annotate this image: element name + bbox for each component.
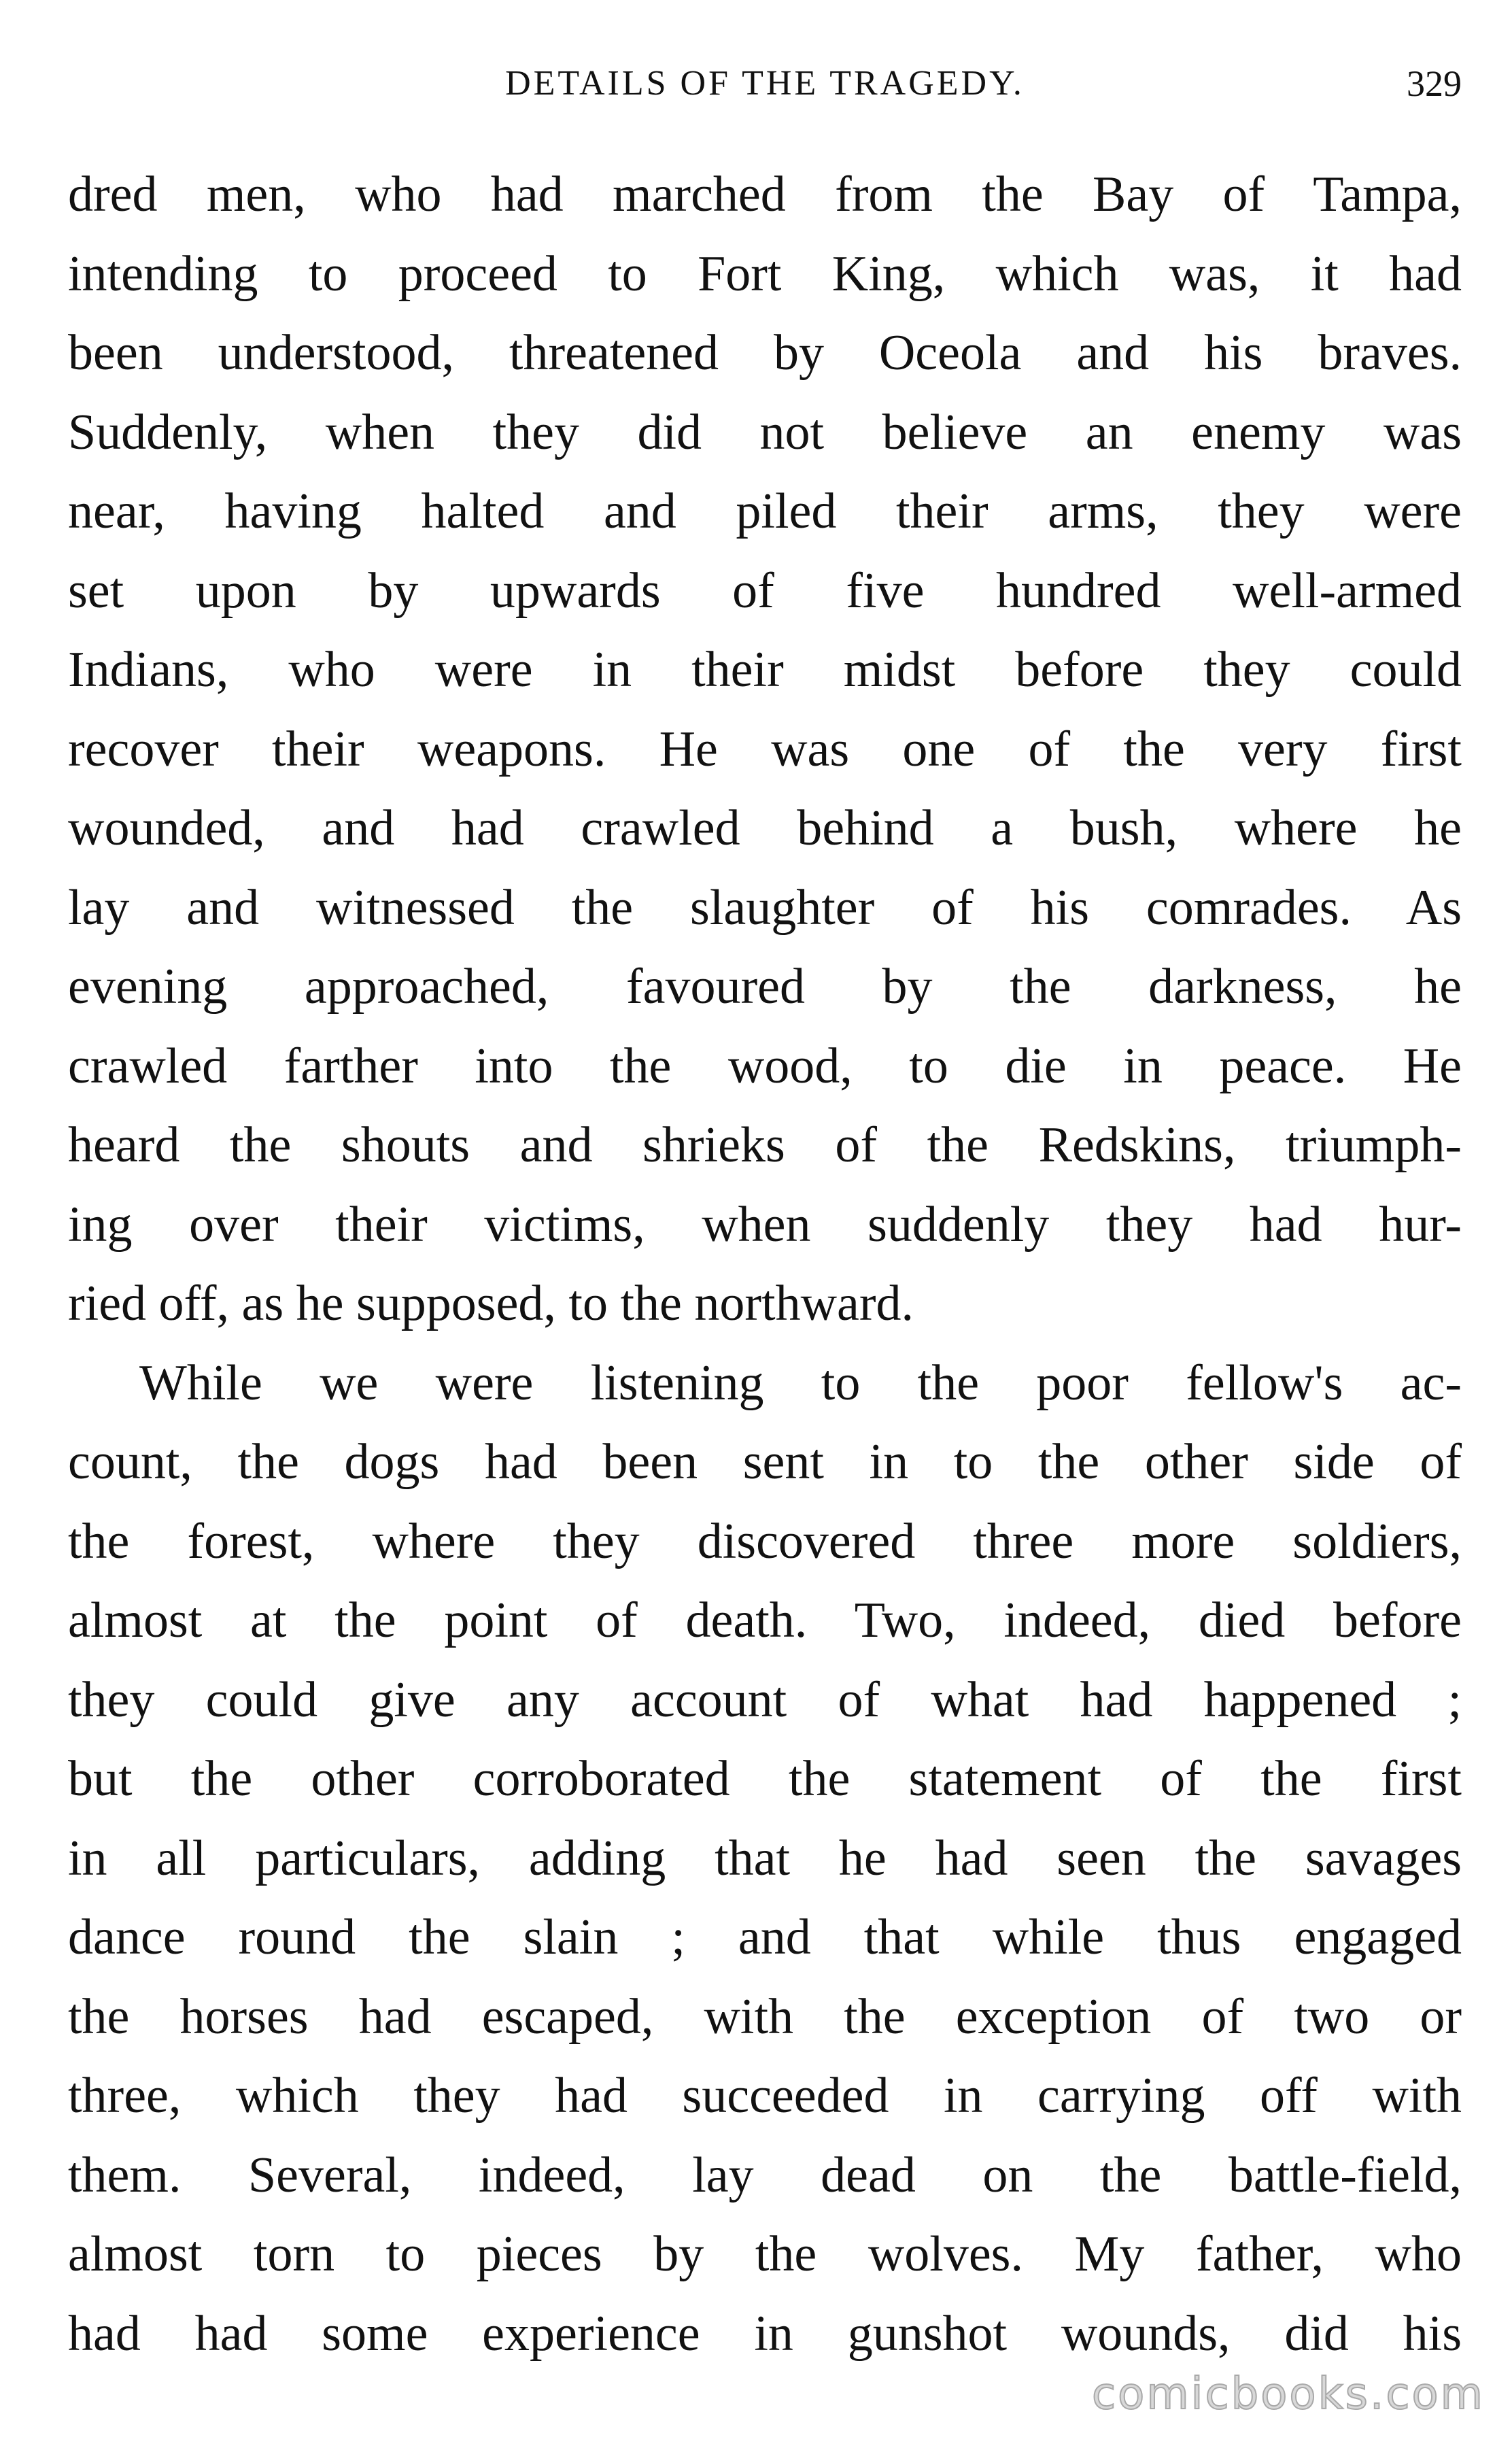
text-line: in all particulars, adding that he had seen the savages bbox=[68, 1830, 1462, 1886]
text-line: three, which they had succeeded in carrying off with bbox=[68, 2068, 1462, 2124]
watermark-logo: comicbooks.com bbox=[1091, 2369, 1485, 2419]
text-line: almost torn to pieces by the wolves. My father, who bbox=[68, 2226, 1462, 2282]
text-line: they could give any account of what had happened ; bbox=[68, 1671, 1462, 1728]
text-line: but the other corroborated the statement of the first bbox=[68, 1751, 1462, 1807]
text-line: Suddenly, when they did not believe an enemy was bbox=[68, 404, 1462, 460]
text-line: dred men, who had marched from the Bay of Tampa, bbox=[68, 167, 1462, 222]
text-line: wounded, and had crawled behind a bush, where he bbox=[68, 800, 1462, 856]
text-line: ried off, as he supposed, to the northward. bbox=[68, 1276, 914, 1331]
body-text bbox=[68, 155, 1462, 2373]
text-line: them. Several, indeed, lay dead on the battle-field, bbox=[68, 2147, 1462, 2203]
text-line: evening approached, favoured by the darkness, he bbox=[68, 959, 1462, 1015]
text-line: dance round the slain ; and that while thus engaged bbox=[68, 1909, 1462, 1965]
text-line: near, having halted and piled their arms, they were bbox=[68, 483, 1462, 539]
text-line: crawled farther into the wood, to die in peace. He bbox=[68, 1038, 1462, 1094]
text-line: lay and witnessed the slaughter of his comrades. As bbox=[68, 879, 1462, 936]
text-line: count, the dogs had been sent in to the other side of bbox=[68, 1434, 1462, 1490]
running-title: DETAILS OF THE TRAGEDY. bbox=[505, 64, 1025, 103]
text-line: ing over their victims, when suddenly they had hur- bbox=[68, 1196, 1462, 1253]
text-line: the horses had escaped, with the exception of two or bbox=[68, 1988, 1462, 2045]
text-line: heard the shouts and shrieks of the Redskins, triumph- bbox=[68, 1117, 1462, 1173]
text-line: the forest, where they discovered three more soldiers, bbox=[68, 1513, 1462, 1569]
text-line: set upon by upwards of five hundred well-armed bbox=[68, 562, 1462, 619]
text-line: intending to proceed to Fort King, which was, it had bbox=[68, 245, 1462, 302]
text-line: Indians, who were in their midst before they could bbox=[68, 642, 1462, 698]
text-line: had had some experience in gunshot wounds, did his bbox=[68, 2305, 1462, 2362]
text-line: been understood, threatened by Oceola and his braves. bbox=[68, 325, 1462, 381]
running-head bbox=[68, 60, 1462, 107]
text-line: almost at the point of death. Two, indeed, died before bbox=[68, 1593, 1462, 1648]
page-number: 329 bbox=[1407, 63, 1462, 104]
text-line: While we were listening to the poor fellow's ac- bbox=[139, 1355, 1462, 1411]
text-line: recover their weapons. He was one of the very first bbox=[68, 721, 1462, 777]
